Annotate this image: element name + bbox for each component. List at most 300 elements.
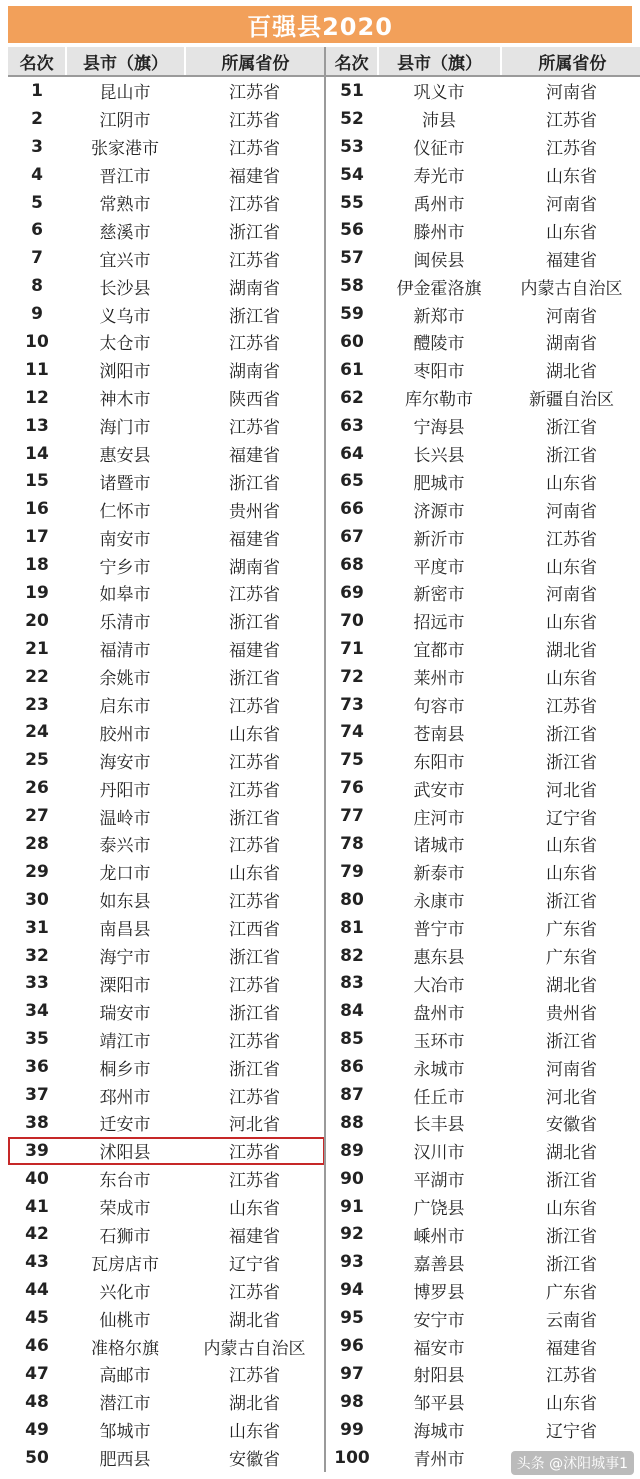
province-cell: 江苏省 — [229, 139, 280, 160]
county-cell: 南安市 — [99, 529, 151, 550]
county-cell: 长沙县 — [99, 278, 151, 299]
county-cell: 胶州市 — [99, 724, 151, 745]
table-row — [326, 1221, 640, 1249]
province-cell: 浙江省 — [229, 613, 280, 634]
table-row — [326, 161, 640, 189]
header-province: 所属省份 — [221, 53, 290, 74]
province-cell: 内蒙古自治区 — [203, 1338, 306, 1359]
county-cell: 武安市 — [413, 780, 465, 801]
county-cell: 济源市 — [413, 501, 465, 522]
county-cell: 浏阳市 — [99, 362, 151, 383]
county-cell: 嘉善县 — [413, 1254, 465, 1275]
rank-cell: 2 — [31, 108, 43, 129]
rank-cell: 55 — [340, 192, 364, 213]
county-cell: 句容市 — [413, 697, 465, 718]
rank-cell: 28 — [25, 833, 49, 854]
county-cell: 邹平县 — [413, 1394, 465, 1415]
province-cell: 浙江省 — [229, 306, 280, 327]
table-row — [8, 942, 325, 970]
province-cell: 湖北省 — [546, 362, 597, 383]
rank-cell: 18 — [25, 555, 49, 576]
province-cell: 江苏省 — [546, 1366, 597, 1387]
province-cell: 江苏省 — [546, 111, 597, 132]
rank-cell: 45 — [25, 1308, 49, 1329]
rank-cell: 68 — [340, 555, 364, 576]
province-cell: 河南省 — [546, 501, 597, 522]
county-cell: 苍南县 — [413, 724, 465, 745]
county-cell: 福安市 — [413, 1338, 465, 1359]
rank-cell: 88 — [340, 1112, 364, 1133]
table-row-highlighted — [8, 1137, 325, 1165]
rank-cell: 34 — [25, 1001, 49, 1022]
table-header — [8, 47, 325, 77]
county-cell: 海宁市 — [99, 948, 151, 969]
table-row — [8, 384, 325, 412]
rank-cell: 7 — [31, 248, 43, 269]
table-row — [8, 551, 325, 579]
table-row — [8, 161, 325, 189]
table-row — [326, 718, 640, 746]
table-row — [8, 663, 325, 691]
table-row — [8, 607, 325, 635]
county-cell: 安宁市 — [413, 1310, 465, 1331]
rank-cell: 51 — [340, 80, 364, 101]
rank-cell: 14 — [25, 443, 49, 464]
rank-cell: 9 — [31, 304, 43, 325]
province-cell: 安徽省 — [546, 1115, 597, 1136]
province-cell: 福建省 — [229, 446, 280, 467]
rank-cell: 53 — [340, 136, 364, 157]
table-row — [326, 1360, 640, 1388]
table-row — [8, 1304, 325, 1332]
county-cell: 东阳市 — [413, 752, 465, 773]
table-row — [8, 356, 325, 384]
county-cell: 沭阳县 — [99, 1143, 151, 1164]
province-cell: 广东省 — [546, 1282, 597, 1303]
table-row — [8, 272, 325, 300]
province-cell: 浙江省 — [546, 418, 597, 439]
county-cell: 宜兴市 — [99, 250, 151, 271]
province-cell: 山东省 — [546, 864, 597, 885]
province-cell: 湖南省 — [229, 557, 280, 578]
rank-cell: 60 — [340, 331, 364, 352]
province-cell: 江苏省 — [229, 1143, 280, 1164]
rank-cell: 10 — [25, 331, 49, 352]
table-row — [8, 802, 325, 830]
county-cell: 醴陵市 — [413, 334, 465, 355]
table-row — [8, 1053, 325, 1081]
rank-cell: 56 — [340, 220, 364, 241]
table-row — [8, 970, 325, 998]
province-cell: 江苏省 — [546, 529, 597, 550]
rank-cell: 96 — [340, 1336, 364, 1357]
province-cell: 浙江省 — [229, 1059, 280, 1080]
table-row — [326, 774, 640, 802]
rank-cell: 94 — [340, 1280, 364, 1301]
county-cell: 招远市 — [413, 613, 465, 634]
province-cell: 广东省 — [546, 948, 597, 969]
county-cell: 肥西县 — [99, 1450, 151, 1471]
county-cell: 诸暨市 — [99, 473, 151, 494]
province-cell: 江苏省 — [229, 780, 280, 801]
rank-cell: 6 — [31, 220, 43, 241]
county-cell: 昆山市 — [99, 83, 151, 104]
county-cell: 泰兴市 — [99, 836, 151, 857]
rank-cell: 47 — [25, 1363, 49, 1384]
header-rank: 名次 — [326, 47, 379, 75]
province-cell: 江苏省 — [229, 1031, 280, 1052]
county-cell: 瑞安市 — [99, 1003, 151, 1024]
rank-cell: 78 — [340, 833, 364, 854]
table-row — [8, 1109, 325, 1137]
table-row — [8, 830, 325, 858]
county-cell: 太仓市 — [99, 334, 151, 355]
table-row — [326, 440, 640, 468]
county-cell: 大冶市 — [413, 975, 465, 996]
rank-cell: 86 — [340, 1057, 364, 1078]
table-row — [8, 635, 325, 663]
table-row — [326, 1053, 640, 1081]
rank-cell: 70 — [340, 610, 364, 631]
province-cell: 江苏省 — [229, 1282, 280, 1303]
page-title: 百强县2020 — [8, 6, 632, 43]
province-cell: 江苏省 — [229, 1366, 280, 1387]
county-cell: 启东市 — [99, 697, 151, 718]
county-cell: 东台市 — [99, 1171, 151, 1192]
table-row — [8, 1276, 325, 1304]
rank-cell: 87 — [340, 1085, 364, 1105]
county-cell: 玉环市 — [413, 1031, 465, 1052]
province-cell: 江苏省 — [229, 975, 280, 996]
table-row — [8, 1388, 325, 1416]
rank-cell: 54 — [340, 164, 364, 185]
province-cell: 福建省 — [229, 641, 280, 662]
county-cell: 广饶县 — [413, 1199, 465, 1220]
table-row — [326, 746, 640, 774]
rank-cell: 97 — [340, 1363, 364, 1384]
county-cell: 乐清市 — [99, 613, 151, 634]
province-cell: 辽宁省 — [229, 1254, 280, 1275]
table-row — [326, 663, 640, 691]
table-row — [8, 718, 325, 746]
rank-cell: 39 — [25, 1140, 49, 1161]
county-cell: 桐乡市 — [99, 1059, 151, 1080]
province-cell: 江苏省 — [229, 1087, 280, 1108]
county-cell: 余姚市 — [99, 669, 151, 690]
table-row — [8, 746, 325, 774]
rank-cell: 40 — [25, 1168, 49, 1189]
table-row — [8, 1444, 325, 1472]
province-cell: 湖北省 — [229, 1310, 280, 1331]
county-cell: 准格尔旗 — [91, 1338, 159, 1359]
table-row — [8, 495, 325, 523]
table-row — [326, 997, 640, 1025]
table-row — [326, 523, 640, 551]
rank-cell: 81 — [340, 917, 364, 938]
table-row — [326, 467, 640, 495]
province-cell: 河南省 — [546, 83, 597, 104]
rank-cell: 71 — [340, 638, 364, 659]
rank-cell: 65 — [340, 471, 364, 492]
province-cell: 湖北省 — [546, 641, 597, 662]
rank-cell: 27 — [25, 806, 49, 827]
table-row — [8, 105, 325, 133]
province-cell: 浙江省 — [546, 1254, 597, 1275]
table-row — [8, 1332, 325, 1360]
county-cell: 嵊州市 — [413, 1226, 465, 1247]
table-row — [326, 551, 640, 579]
county-cell: 迁安市 — [99, 1115, 151, 1136]
province-cell: 陕西省 — [229, 390, 280, 411]
county-cell: 石狮市 — [99, 1226, 151, 1247]
province-cell: 山东省 — [229, 1199, 280, 1220]
rank-cell: 19 — [25, 582, 49, 603]
table-body — [8, 77, 325, 1472]
county-cell: 伊金霍洛旗 — [396, 278, 482, 299]
rank-cell: 43 — [25, 1252, 49, 1273]
table-row — [326, 1109, 640, 1137]
county-cell: 新沂市 — [413, 529, 465, 550]
rank-cell: 58 — [340, 276, 364, 297]
table-row — [8, 1081, 325, 1109]
table-row — [326, 384, 640, 412]
rank-cell: 5 — [31, 192, 43, 213]
province-cell: 河南省 — [546, 306, 597, 327]
county-cell: 义乌市 — [99, 306, 151, 327]
rank-cell: 75 — [340, 750, 364, 771]
province-cell: 河北省 — [546, 1087, 597, 1108]
province-cell: 江苏省 — [229, 752, 280, 773]
province-cell: 江苏省 — [229, 1171, 280, 1192]
rank-cell: 76 — [340, 778, 364, 799]
table-row — [8, 523, 325, 551]
province-cell: 浙江省 — [546, 1226, 597, 1247]
table-row — [326, 272, 640, 300]
table-row — [326, 830, 640, 858]
header-province: 所属省份 — [538, 53, 607, 74]
county-cell: 枣阳市 — [413, 362, 465, 383]
county-cell: 海城市 — [413, 1422, 465, 1443]
table-row — [326, 1193, 640, 1221]
table-header — [326, 47, 640, 77]
rank-cell: 61 — [340, 359, 364, 380]
province-cell: 山东省 — [229, 1422, 280, 1443]
province-cell: 江苏省 — [546, 697, 597, 718]
rank-cell: 49 — [25, 1419, 49, 1440]
rank-cell: 15 — [25, 471, 49, 492]
table-row — [326, 1248, 640, 1276]
table-row — [326, 77, 640, 105]
province-cell: 江苏省 — [229, 697, 280, 718]
rank-cell: 35 — [25, 1029, 49, 1050]
county-cell: 溧阳市 — [99, 975, 151, 996]
county-cell: 海安市 — [99, 752, 151, 773]
table-row — [8, 412, 325, 440]
rank-cell: 63 — [340, 415, 364, 436]
table-body — [326, 77, 640, 1472]
rank-cell: 50 — [25, 1447, 49, 1468]
county-cell: 青州市 — [413, 1450, 465, 1471]
county-cell: 永康市 — [413, 892, 465, 913]
province-cell: 湖北省 — [546, 975, 597, 996]
rank-cell: 80 — [340, 889, 364, 910]
table-row — [8, 244, 325, 272]
header-name: 县市（旗） — [379, 47, 501, 75]
table-row — [326, 802, 640, 830]
province-cell: 内蒙古自治区 — [520, 278, 623, 299]
county-cell: 新郑市 — [413, 306, 465, 327]
county-cell: 邳州市 — [99, 1087, 151, 1108]
county-cell: 惠安县 — [99, 446, 151, 467]
province-cell: 浙江省 — [546, 1171, 597, 1192]
rank-cell: 52 — [340, 108, 364, 129]
county-cell: 任丘市 — [413, 1087, 465, 1108]
rank-cell: 92 — [340, 1224, 364, 1245]
county-cell: 盘州市 — [413, 1003, 465, 1024]
rank-cell: 29 — [25, 861, 49, 882]
county-cell: 宁海县 — [413, 418, 465, 439]
province-cell: 江苏省 — [229, 83, 280, 104]
province-cell: 江苏省 — [229, 334, 280, 355]
province-cell: 福建省 — [229, 167, 280, 188]
county-cell: 长兴县 — [413, 446, 465, 467]
county-cell: 海门市 — [99, 418, 151, 439]
rank-cell: 23 — [25, 694, 49, 715]
rank-cell: 1 — [31, 80, 43, 101]
county-cell: 常熟市 — [99, 195, 151, 215]
province-cell: 贵州省 — [546, 1003, 597, 1024]
county-cell: 仙桃市 — [99, 1310, 151, 1331]
rank-cell: 59 — [340, 304, 364, 325]
province-cell: 湖北省 — [229, 1394, 280, 1415]
province-cell: 江苏省 — [546, 139, 597, 160]
rank-cell: 83 — [340, 973, 364, 994]
table-row — [326, 1388, 640, 1416]
county-cell: 沛县 — [422, 111, 456, 132]
header-rank: 名次 — [8, 47, 67, 75]
table-row — [326, 579, 640, 607]
county-cell: 平度市 — [413, 557, 465, 578]
rank-cell: 4 — [31, 164, 43, 185]
table-row — [326, 356, 640, 384]
province-cell: 江苏省 — [229, 892, 280, 913]
table-row — [8, 216, 325, 244]
county-cell: 兴化市 — [99, 1282, 151, 1303]
county-cell: 惠东县 — [413, 948, 465, 969]
province-cell: 福建省 — [229, 1226, 280, 1247]
table-row — [326, 970, 640, 998]
rank-cell: 82 — [340, 945, 364, 966]
rank-cell: 12 — [25, 387, 49, 408]
rank-cell: 33 — [25, 973, 49, 994]
province-cell: 福建省 — [229, 529, 280, 550]
rank-cell: 98 — [340, 1391, 364, 1412]
rank-cell: 84 — [340, 1001, 364, 1022]
province-cell: 江苏省 — [229, 195, 280, 215]
table-row — [8, 467, 325, 495]
rank-cell: 77 — [340, 806, 364, 827]
county-cell: 仪征市 — [413, 139, 465, 160]
table-row — [8, 1165, 325, 1193]
table-row — [326, 189, 640, 217]
province-cell: 新疆自治区 — [529, 390, 614, 411]
county-cell: 如皋市 — [99, 585, 151, 606]
province-cell: 广东省 — [546, 920, 597, 941]
province-cell: 河南省 — [546, 195, 597, 215]
province-cell: 湖南省 — [229, 278, 280, 299]
table-row — [8, 774, 325, 802]
table-row — [8, 133, 325, 161]
table-row — [8, 1221, 325, 1249]
county-cell: 靖江市 — [99, 1031, 151, 1052]
province-cell: 江苏省 — [229, 585, 280, 606]
province-cell: 浙江省 — [229, 669, 280, 690]
rank-cell: 99 — [340, 1419, 364, 1440]
rank-cell: 44 — [25, 1280, 49, 1301]
county-cell: 宜都市 — [413, 641, 465, 662]
county-cell: 瓦房店市 — [91, 1254, 159, 1275]
province-cell: 贵州省 — [229, 501, 280, 522]
table-row — [326, 1276, 640, 1304]
county-cell: 福清市 — [99, 641, 151, 662]
table-row — [326, 1165, 640, 1193]
county-cell: 巩义市 — [413, 83, 465, 104]
province-cell: 山东省 — [546, 1394, 597, 1415]
county-cell: 普宁市 — [413, 920, 465, 941]
rank-cell: 32 — [25, 945, 49, 966]
table-row — [8, 328, 325, 356]
province-cell: 福建省 — [546, 1338, 597, 1359]
county-cell: 晋江市 — [99, 167, 151, 188]
province-cell: 山东省 — [229, 864, 280, 885]
table-row — [8, 1360, 325, 1388]
province-cell: 江苏省 — [229, 836, 280, 857]
table-row — [326, 1137, 640, 1165]
rank-cell: 31 — [25, 917, 49, 938]
table-row — [8, 858, 325, 886]
rank-cell: 16 — [25, 499, 49, 520]
rank-cell: 72 — [340, 666, 364, 687]
table-row — [8, 1248, 325, 1276]
table-row — [8, 1416, 325, 1444]
province-cell: 河南省 — [546, 585, 597, 606]
table-row — [8, 1193, 325, 1221]
table-row — [8, 1025, 325, 1053]
province-cell: 江西省 — [229, 920, 280, 941]
table-row — [8, 886, 325, 914]
province-cell: 山东省 — [546, 222, 597, 243]
ranking-table-left — [8, 47, 325, 1472]
table-row — [326, 691, 640, 719]
county-cell: 荣成市 — [99, 1199, 151, 1220]
county-cell: 诸城市 — [413, 836, 465, 857]
rank-cell: 100 — [334, 1447, 370, 1468]
table-row — [326, 886, 640, 914]
rank-cell: 89 — [340, 1140, 364, 1161]
province-cell: 湖南省 — [546, 334, 597, 355]
rank-cell: 3 — [31, 136, 43, 157]
province-cell: 浙江省 — [546, 752, 597, 773]
rank-cell: 21 — [25, 638, 49, 659]
county-cell: 肥城市 — [413, 473, 465, 494]
county-cell: 张家港市 — [91, 139, 159, 160]
province-cell: 浙江省 — [229, 473, 280, 494]
rank-cell: 38 — [25, 1112, 49, 1133]
rank-cell: 69 — [340, 582, 364, 603]
county-cell: 高邮市 — [99, 1366, 151, 1387]
county-cell: 温岭市 — [99, 808, 151, 829]
table-row — [326, 300, 640, 328]
